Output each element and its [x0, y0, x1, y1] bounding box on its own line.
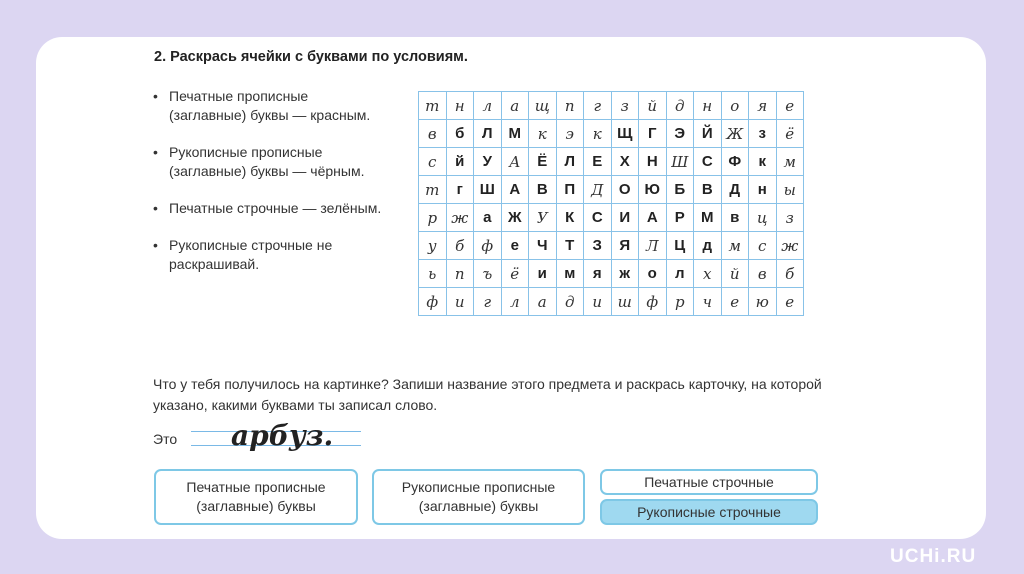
- letter-cell[interactable]: В: [529, 176, 557, 204]
- letter-cell[interactable]: й: [446, 148, 474, 176]
- letter-cell[interactable]: ш: [611, 288, 639, 316]
- rule-item: [153, 236, 388, 274]
- rule-text: Печатные строчные — зелёным.: [169, 200, 382, 216]
- grid-row: [419, 120, 804, 148]
- letter-cell[interactable]: л: [474, 92, 502, 120]
- letter-cell[interactable]: н: [446, 92, 474, 120]
- letter-cell[interactable]: Я: [611, 232, 639, 260]
- letter-cell[interactable]: б: [446, 232, 474, 260]
- grid-row: [419, 204, 804, 232]
- letter-cell[interactable]: с: [749, 232, 777, 260]
- option-card-hand-upper[interactable]: Рукописные прописные (заглавные) буквы: [372, 469, 585, 525]
- letter-cell[interactable]: Ш: [474, 176, 502, 204]
- letter-cell[interactable]: И: [611, 204, 639, 232]
- letter-cell[interactable]: а: [529, 288, 557, 316]
- letter-cell[interactable]: У: [529, 204, 557, 232]
- rule-text: Рукописные прописные (заглавные) буквы — чёрным.: [169, 144, 365, 179]
- letter-cell[interactable]: Ч: [529, 232, 557, 260]
- letter-cell[interactable]: Е: [584, 148, 612, 176]
- letter-cell[interactable]: щ: [529, 92, 557, 120]
- letter-cell[interactable]: ъ: [474, 260, 502, 288]
- letter-cell[interactable]: Ф: [721, 148, 749, 176]
- letter-cell[interactable]: в: [721, 204, 749, 232]
- letter-cell[interactable]: Д: [584, 176, 612, 204]
- letter-cell[interactable]: д: [694, 232, 722, 260]
- uchi-logo: UCHi.RU: [890, 546, 977, 567]
- letter-cell[interactable]: э: [556, 120, 584, 148]
- letter-cell[interactable]: й: [721, 260, 749, 288]
- letter-cell[interactable]: К: [556, 204, 584, 232]
- letter-cell[interactable]: м: [721, 232, 749, 260]
- letter-cell[interactable]: С: [694, 148, 722, 176]
- letter-cell[interactable]: Х: [611, 148, 639, 176]
- rule-text: Печатные прописные (заглавные) буквы — красным.: [169, 88, 371, 123]
- letter-cell[interactable]: У: [474, 148, 502, 176]
- letter-cell[interactable]: н: [749, 176, 777, 204]
- letter-cell[interactable]: Ж: [721, 120, 749, 148]
- letter-cell[interactable]: Щ: [611, 120, 639, 148]
- grid-row: [419, 288, 804, 316]
- letter-cell[interactable]: д: [556, 288, 584, 316]
- letter-cell[interactable]: х: [694, 260, 722, 288]
- letter-cell[interactable]: ф: [419, 288, 447, 316]
- letter-cell[interactable]: к: [529, 120, 557, 148]
- grid-row: [419, 148, 804, 176]
- letter-cell[interactable]: и: [584, 288, 612, 316]
- answer-row: [153, 419, 403, 465]
- letter-cell[interactable]: Т: [556, 232, 584, 260]
- letter-cell[interactable]: ю: [749, 288, 777, 316]
- letter-cell[interactable]: м: [556, 260, 584, 288]
- letter-cell[interactable]: Д: [721, 176, 749, 204]
- letter-cell[interactable]: а: [501, 92, 529, 120]
- rule-item: [153, 143, 388, 181]
- letter-cell[interactable]: з: [776, 204, 804, 232]
- letter-cell[interactable]: е: [721, 288, 749, 316]
- letter-cell[interactable]: й: [639, 92, 667, 120]
- letter-cell[interactable]: о: [721, 92, 749, 120]
- bullet: •: [153, 88, 158, 104]
- letter-cell[interactable]: П: [556, 176, 584, 204]
- letter-cell[interactable]: а: [474, 204, 502, 232]
- worksheet-card: [36, 37, 986, 539]
- letter-cell[interactable]: т: [419, 92, 447, 120]
- letter-cell[interactable]: с: [419, 148, 447, 176]
- letter-cell[interactable]: д: [666, 92, 694, 120]
- letter-cell[interactable]: в: [419, 120, 447, 148]
- letter-cell[interactable]: м: [776, 148, 804, 176]
- letter-cell[interactable]: ы: [776, 176, 804, 204]
- rule-item: [153, 87, 388, 125]
- option-card-hand-lower[interactable]: Рукописные строчные: [600, 499, 818, 525]
- letter-cell[interactable]: Ц: [666, 232, 694, 260]
- bullet: •: [153, 144, 158, 160]
- letter-cell[interactable]: л: [666, 260, 694, 288]
- letter-cell[interactable]: з: [749, 120, 777, 148]
- letter-cell[interactable]: Ш: [666, 148, 694, 176]
- letter-cell[interactable]: р: [419, 204, 447, 232]
- letter-cell[interactable]: п: [446, 260, 474, 288]
- letter-cell[interactable]: ё: [501, 260, 529, 288]
- answer-word[interactable]: арбуз.: [231, 419, 334, 452]
- letter-cell[interactable]: о: [639, 260, 667, 288]
- letter-cell[interactable]: н: [694, 92, 722, 120]
- letter-cell[interactable]: е: [501, 232, 529, 260]
- letter-cell[interactable]: ц: [749, 204, 777, 232]
- option-card-print-lower[interactable]: Печатные строчные: [600, 469, 818, 495]
- letter-cell[interactable]: ж: [446, 204, 474, 232]
- grid-row: [419, 176, 804, 204]
- letter-cell[interactable]: Ё: [529, 148, 557, 176]
- letter-cell[interactable]: Л: [639, 232, 667, 260]
- grid-row: [419, 260, 804, 288]
- bullet: •: [153, 200, 158, 216]
- letter-cell[interactable]: ф: [639, 288, 667, 316]
- letter-cell[interactable]: р: [666, 288, 694, 316]
- letter-cell[interactable]: в: [749, 260, 777, 288]
- letter-grid: [418, 91, 804, 316]
- letter-cell[interactable]: ь: [419, 260, 447, 288]
- letter-cell[interactable]: Л: [556, 148, 584, 176]
- grid-row: [419, 232, 804, 260]
- task-title: 2. Раскрась ячейки с буквами по условиям.: [154, 49, 468, 65]
- letter-cell[interactable]: з: [611, 92, 639, 120]
- letter-cell[interactable]: Э: [666, 120, 694, 148]
- letter-cell[interactable]: Ж: [501, 204, 529, 232]
- letter-cell[interactable]: г: [584, 92, 612, 120]
- letter-cell[interactable]: А: [639, 204, 667, 232]
- letter-cell[interactable]: к: [584, 120, 612, 148]
- letter-cell[interactable]: ж: [776, 232, 804, 260]
- letter-cell[interactable]: л: [501, 288, 529, 316]
- letter-cell[interactable]: ф: [474, 232, 502, 260]
- rules-list: [153, 87, 388, 292]
- grid-row: [419, 92, 804, 120]
- letter-cell[interactable]: г: [446, 176, 474, 204]
- letter-cell[interactable]: б: [776, 260, 804, 288]
- letter-cell[interactable]: Г: [639, 120, 667, 148]
- letter-cell[interactable]: А: [501, 148, 529, 176]
- letter-cell[interactable]: А: [501, 176, 529, 204]
- letter-cell[interactable]: и: [446, 288, 474, 316]
- letter-cell[interactable]: я: [584, 260, 612, 288]
- letter-cell[interactable]: п: [556, 92, 584, 120]
- rule-item: [153, 199, 388, 218]
- letter-cell[interactable]: О: [611, 176, 639, 204]
- letter-cell[interactable]: С: [584, 204, 612, 232]
- letter-cell[interactable]: З: [584, 232, 612, 260]
- letter-cell[interactable]: Ю: [639, 176, 667, 204]
- letter-cell[interactable]: и: [529, 260, 557, 288]
- letter-cell[interactable]: т: [419, 176, 447, 204]
- letter-cell[interactable]: Б: [666, 176, 694, 204]
- letter-cell[interactable]: М: [501, 120, 529, 148]
- letter-cell[interactable]: б: [446, 120, 474, 148]
- question-text: Что у тебя получилось на картинке? Запиши название этого предмета и раскрась карточку, на которой указано, какими буквами ты записал слово.: [153, 376, 822, 413]
- rule-text: Рукописные строчные не раскрашивай.: [169, 237, 333, 272]
- letter-cell[interactable]: М: [694, 204, 722, 232]
- letter-cell[interactable]: у: [419, 232, 447, 260]
- letter-cell[interactable]: Н: [639, 148, 667, 176]
- letter-cell[interactable]: е: [776, 288, 804, 316]
- letter-cell[interactable]: ч: [694, 288, 722, 316]
- letter-cell[interactable]: Л: [474, 120, 502, 148]
- letter-cell[interactable]: Й: [694, 120, 722, 148]
- letter-cell[interactable]: к: [749, 148, 777, 176]
- letter-cell[interactable]: Р: [666, 204, 694, 232]
- letter-cell[interactable]: В: [694, 176, 722, 204]
- letter-cell[interactable]: г: [474, 288, 502, 316]
- bullet: •: [153, 237, 158, 253]
- answer-label: Это: [153, 431, 178, 447]
- letter-cell[interactable]: ё: [776, 120, 804, 148]
- letter-cell[interactable]: е: [776, 92, 804, 120]
- option-card-print-upper[interactable]: Печатные прописные (заглавные) буквы: [154, 469, 358, 525]
- letter-cell[interactable]: я: [749, 92, 777, 120]
- letter-cell[interactable]: ж: [611, 260, 639, 288]
